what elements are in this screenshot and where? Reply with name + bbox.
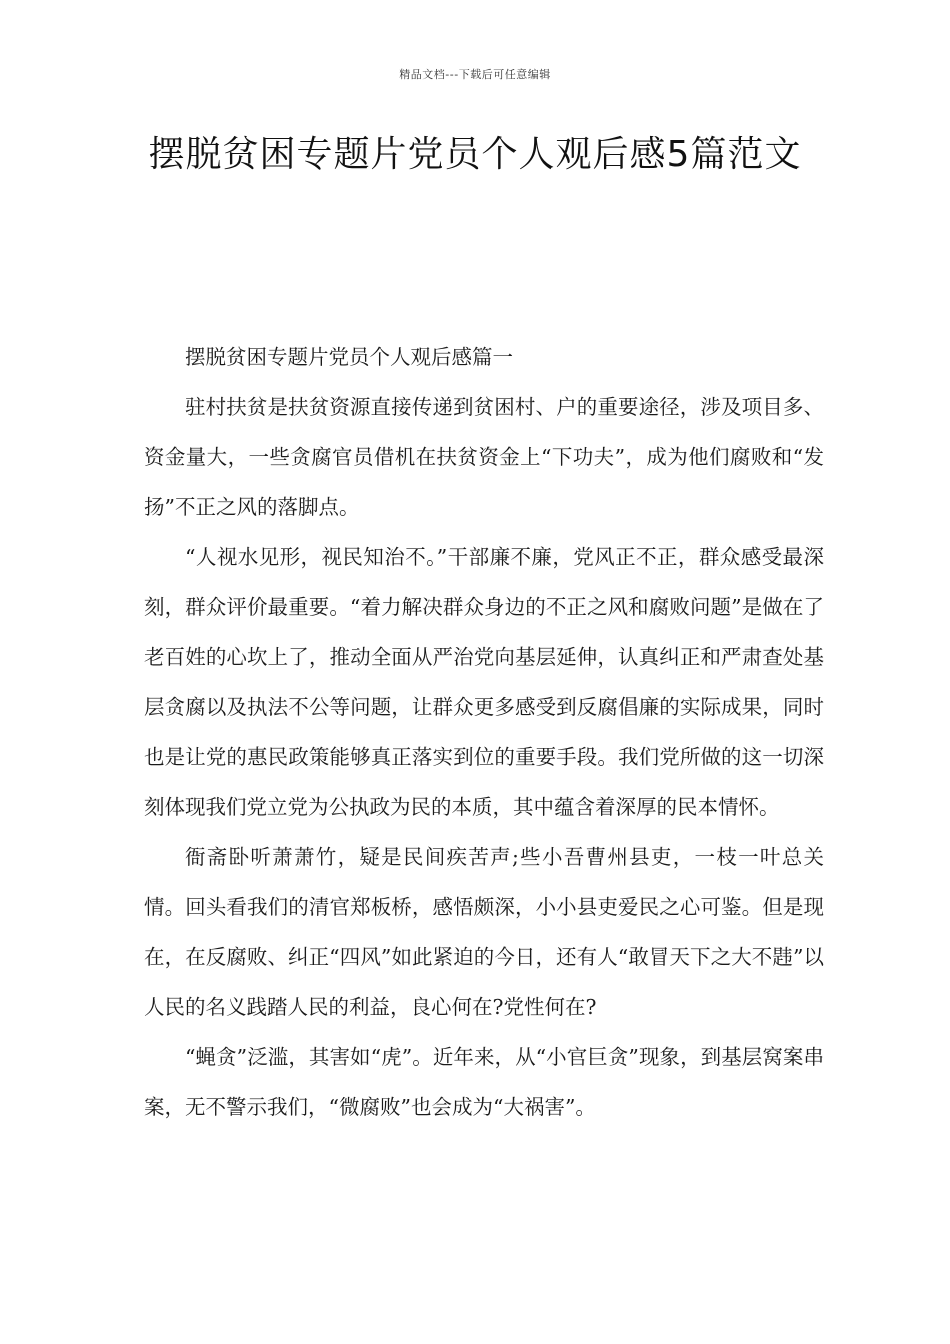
body-paragraph: 驻村扶贫是扶贫资源直接传递到贫困村、户的重要途径，涉及项目多、资金量大，一些贪腐官员借机在扶贫资金上“下功夫”，成为他们腐败和“发扬”不正之风的落脚点。 bbox=[144, 395, 824, 519]
document-body bbox=[144, 332, 824, 1132]
header-note: 精品文档---下载后可任意编辑 bbox=[399, 68, 551, 81]
section-heading: 摆脱贫困专题片党员个人观后感篇一 bbox=[185, 345, 513, 369]
body-paragraph: 衙斋卧听萧萧竹，疑是民间疾苦声;些小吾曹州县吏，一枝一叶总关情。回头看我们的清官郑板桥，感悟颇深，小小县吏爱民之心可鉴。但是现在，在反腐败、纠正“四风”如此紧迫的今日，还有人“敢冒天下之大不韪”以人民的名义践踏人民的利益，良心何在?党性何在? bbox=[144, 845, 824, 1019]
body-paragraph: “蝇贪”泛滥，其害如“虎”。近年来，从“小官巨贪”现象，到基层窝案串案，无不警示我们，“微腐败”也会成为“大祸害”。 bbox=[144, 1045, 824, 1119]
document-title: 摆脱贫困专题片党员个人观后感5篇范文 bbox=[148, 134, 802, 175]
body-paragraph: “人视水见形，视民知治不。”干部廉不廉，党风正不正，群众感受最深刻，群众评价最重要。“着力解决群众身边的不正之风和腐败问题”是做在了老百姓的心坎上了，推动全面从严治党向基层延伸，认真纠正和严肃查处基层贪腐以及执法不公等问题，让群众更多感受到反腐倡廉的实际成果，同时也是让党的惠民政策能够真正落实到位的重要手段。我们党所做的这一切深刻体现我们党立党为公执政为民的本质，其中蕴含着深厚的民本情怀。 bbox=[144, 545, 824, 819]
